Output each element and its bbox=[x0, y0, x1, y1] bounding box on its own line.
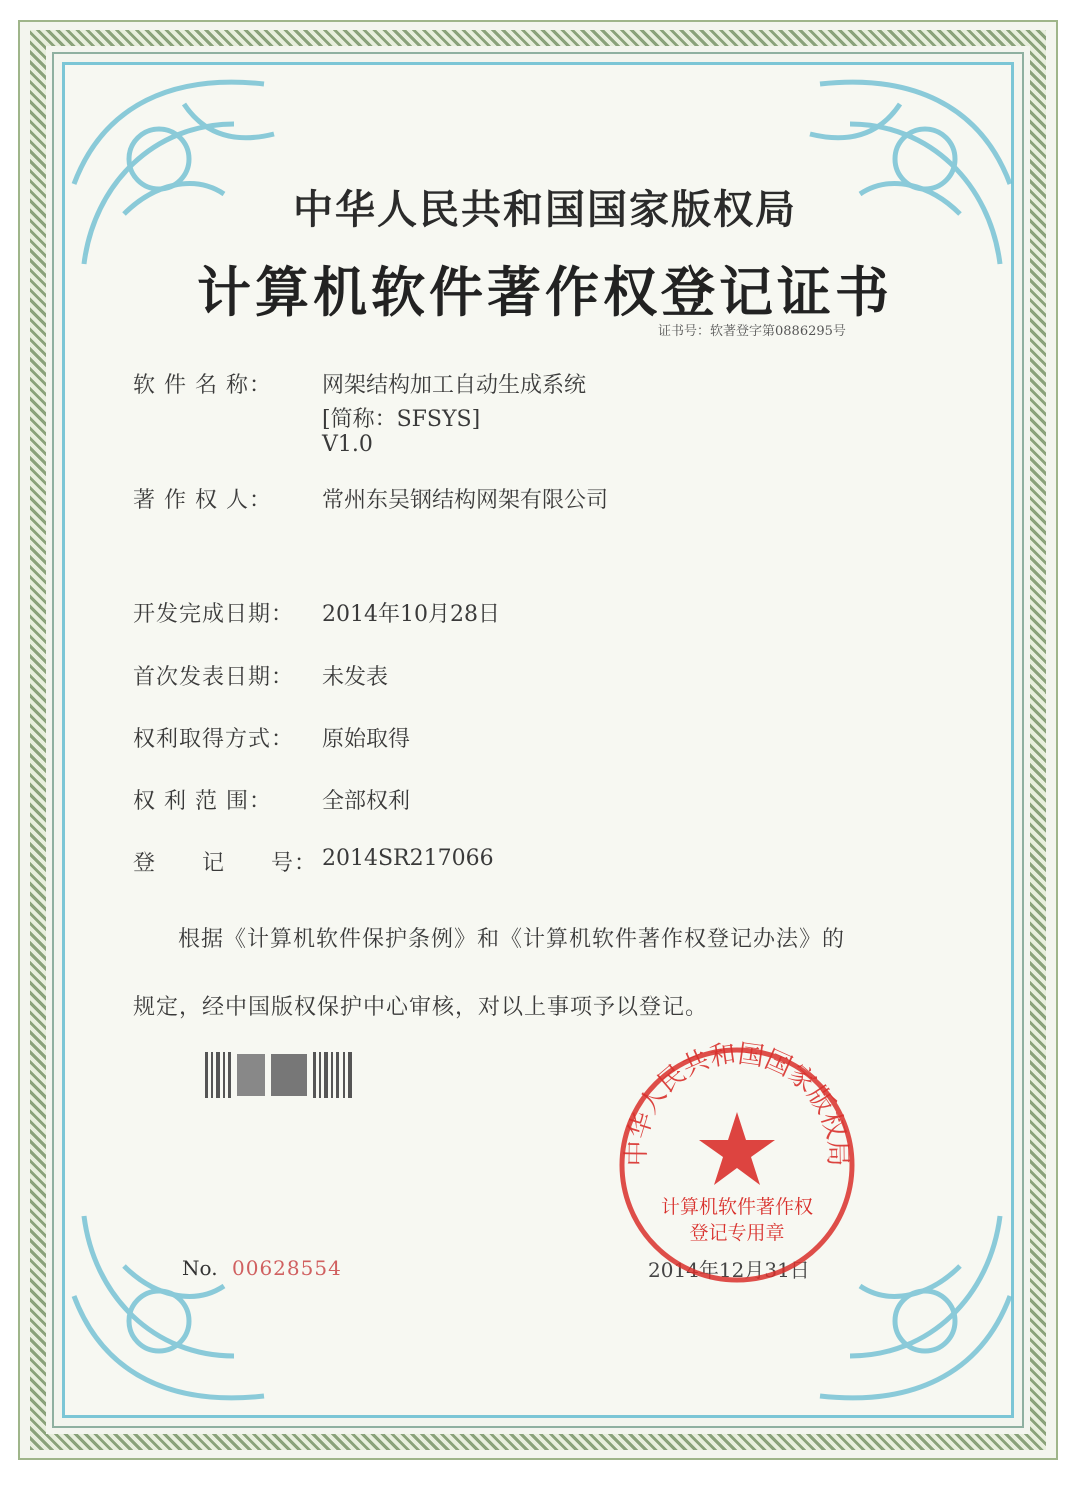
owner-value: 常州东吴钢结构网架有限公司 bbox=[322, 488, 609, 513]
seal-star-icon bbox=[699, 1112, 775, 1185]
barcode bbox=[205, 1052, 355, 1098]
software-name-row bbox=[133, 368, 321, 399]
dev-date-row bbox=[133, 597, 321, 628]
pub-date-row bbox=[133, 660, 321, 691]
software-short-name: [简称：SFSYS] bbox=[322, 407, 481, 432]
reg-number: 2014SR217066 bbox=[322, 846, 494, 871]
software-version: V1.0 bbox=[322, 432, 373, 457]
owner-label: 著 作 权 人： bbox=[133, 488, 272, 513]
issue-date: 2014年12月31日 bbox=[648, 1258, 810, 1282]
method-value: 原始取得 bbox=[322, 727, 411, 752]
issuing-authority: 中华人民共和国国家版权局 bbox=[293, 186, 797, 233]
method-label: 权利取得方式： bbox=[133, 727, 295, 752]
dev-date-label: 开发完成日期： bbox=[133, 602, 295, 627]
legal-basis-line1: 根据《计算机软件保护条例》和《计算机软件著作权登记办法》的 bbox=[178, 927, 846, 952]
seal-line1: 计算机软件著作权 bbox=[660, 1196, 813, 1218]
legal-basis-line2: 规定，经中国版权保护中心审核，对以上事项予以登记。 bbox=[133, 995, 709, 1020]
scope-label: 权 利 范 围： bbox=[133, 789, 272, 814]
scope-row bbox=[133, 784, 321, 815]
corner-ornament-bottom-left bbox=[64, 1196, 294, 1416]
serial-number: 00628554 bbox=[232, 1256, 342, 1280]
software-name-label: 软 件 名 称： bbox=[133, 373, 272, 398]
method-row bbox=[133, 722, 321, 753]
software-name-value: 网架结构加工自动生成系统 bbox=[322, 373, 587, 398]
serial-label: No. bbox=[182, 1256, 218, 1280]
certificate-title: 计算机软件著作权登记证书 bbox=[197, 260, 893, 324]
certificate-number: 证书号：软著登字第0886295号 bbox=[658, 324, 846, 339]
pub-date-label: 首次发表日期： bbox=[133, 665, 295, 690]
official-seal bbox=[612, 1040, 862, 1290]
owner-row bbox=[133, 483, 321, 514]
svg-text:中华人民共和国国家版权局: 中华人民共和国国家版权局 bbox=[621, 1040, 853, 1167]
reg-row bbox=[133, 846, 321, 877]
dev-date-value: 2014年10月28日 bbox=[322, 602, 500, 627]
pub-date-value: 未发表 bbox=[322, 665, 389, 690]
scope-value: 全部权利 bbox=[322, 789, 411, 814]
seal-line2: 登记专用章 bbox=[689, 1222, 785, 1244]
reg-label: 登 记 号： bbox=[133, 851, 318, 876]
